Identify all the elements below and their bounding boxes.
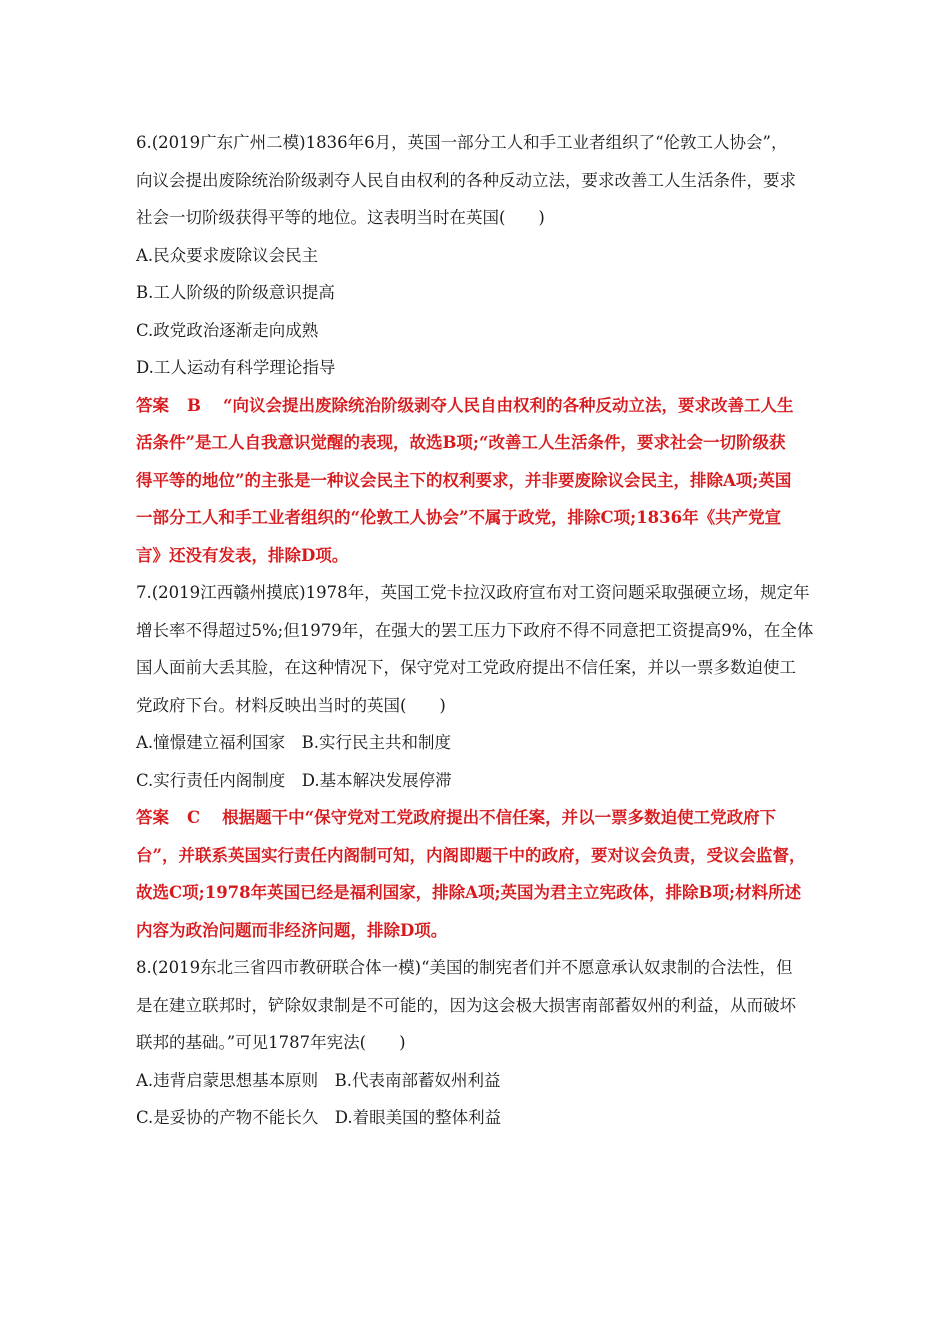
option-b: B.工人阶级的阶级意识提高 <box>136 283 335 302</box>
option-a: A.民众要求废除议会民主 <box>136 245 319 265</box>
options-ab: A.违背启蒙思想基本原则 B.代表南部蓄奴州利益 <box>136 1070 501 1090</box>
answer-explanation-line: 一部分工人和手工业者组织的“伦敦工人协会”不属于政党，排除C项;1836年《共产党宣 <box>136 508 782 527</box>
question-stem-line: 国人面前大丢其脸，在这种情况下，保守党对工党政府提出不信任案，并以一票多数迫使工 <box>136 658 796 677</box>
question-stem-line: 联邦的基础。”可见1787年宪法( ) <box>136 1033 406 1052</box>
answer-key: C <box>187 808 201 827</box>
question-stem-line: 6.(2019广东广州二模)1836年6月，英国一部分工人和手工业者组织了“伦敦工人协会”， <box>136 133 788 152</box>
answer-explanation-line: 台”，并联系英国实行责任内阁制可知，内阁即题干中的政府，要对议会负责，受议会监督， <box>136 845 806 865</box>
answer-explanation: “向议会提出废除统治阶级剥夺人民自由权利的各种反动立法，要求改善工人生 <box>222 395 794 415</box>
question-stem-line: 向议会提出废除统治阶级剥夺人民自由权利的各种反动立法，要求改善工人生活条件，要求 <box>136 170 796 190</box>
options-ab: A.憧憬建立福利国家 B.实行民主共和制度 <box>136 733 452 752</box>
answer-key: B <box>187 395 201 415</box>
option-c: C.政党政治逐渐走向成熟 <box>136 320 319 340</box>
answer-explanation-line: 活条件”是工人自我意识觉醒的表现，故选B项;“改善工人生活条件，要求社会一切阶级获 <box>136 433 786 452</box>
question-stem-line: 党政府下台。材料反映出当时的英国( ) <box>136 695 446 715</box>
answer-line <box>136 799 816 837</box>
options-cd: C.实行责任内阁制度 D.基本解决发展停滞 <box>136 770 452 790</box>
answer-explanation: 根据题干中“保守党对工党政府提出不信任案，并以一票多数迫使工党政府下 <box>222 808 777 827</box>
question-stem-line: 7.(2019江西赣州摸底)1978年，英国工党卡拉汉政府宣布对工资问题采取强硬立场，规定年 <box>136 583 810 602</box>
answer-label: 答案 <box>136 808 169 827</box>
answer-line <box>136 387 816 425</box>
answer-explanation-line: 得平等的地位”的主张是一种议会民主下的权利要求，并非要废除议会民主，排除A项;英国 <box>136 470 792 490</box>
options-cd: C.是妥协的产物不能长久 D.着眼美国的整体利益 <box>136 1108 502 1127</box>
question-8 <box>136 949 816 1137</box>
question-stem-line: 8.(2019东北三省四市教研联合体一模)“美国的制宪者们并不愿意承认奴隶制的合法性，但 <box>136 958 793 977</box>
answer-explanation-line: 故选C项;1978年英国已经是福利国家，排除A项;英国为君主立宪政体，排除B项;材料所述 <box>136 883 802 902</box>
question-7 <box>136 574 816 949</box>
answer-explanation-line: 内容为政治问题而非经济问题，排除D项。 <box>136 920 448 940</box>
document-page <box>136 124 816 1137</box>
option-d: D.工人运动有科学理论指导 <box>136 358 336 377</box>
question-stem-line: 是在建立联邦时，铲除奴隶制是不可能的，因为这会极大损害南部蓄奴州的利益，从而破坏 <box>136 995 796 1015</box>
answer-explanation-line: 言》还没有发表，排除D项。 <box>136 545 349 565</box>
question-stem-line: 社会一切阶级获得平等的地位。这表明当时在英国( ) <box>136 208 545 227</box>
answer-label: 答案 <box>136 395 169 415</box>
question-6 <box>136 124 816 574</box>
question-stem-line: 增长率不得超过5%;但1979年，在强大的罢工压力下政府不得不同意把工资提高9%，在全体 <box>136 620 814 640</box>
